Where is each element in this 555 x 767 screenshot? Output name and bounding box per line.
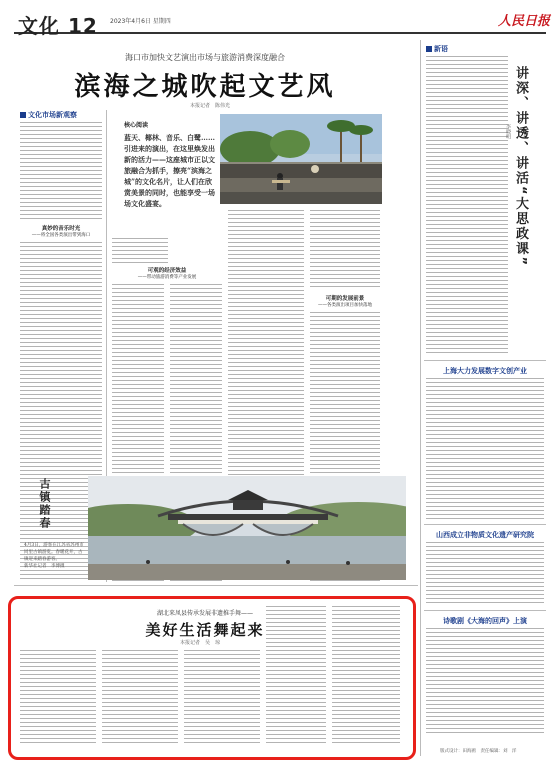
photo-feature-title: 古镇踏春 xyxy=(38,478,51,530)
subheading-2: 可观的经济效益 xyxy=(147,268,187,274)
column-tag-icon xyxy=(20,112,26,118)
quote-title: 核心阅读 xyxy=(124,122,149,129)
subheading-3: 可期的发展前景 xyxy=(325,296,365,302)
subheading-3-detail: ——各类演出项目加快落地 xyxy=(318,303,372,308)
bottom-text-col2 xyxy=(102,650,178,746)
bottom-headline: 美好生活舞起来 xyxy=(145,621,265,639)
bottom-text-col5 xyxy=(332,606,400,746)
performance-photo xyxy=(220,114,382,204)
xinyu-tag-label: 新语 xyxy=(434,45,448,53)
photo-caption xyxy=(24,542,84,570)
right-divider-2 xyxy=(424,524,546,525)
right-column-divider xyxy=(420,40,421,756)
brief2-title: 山西成立非物质文化遗产研究院 xyxy=(436,531,534,539)
main-kicker: 海口市加快文艺演出市场与旅游消费深度融合 xyxy=(125,53,285,62)
bottom-text-col4 xyxy=(266,606,326,746)
photo-caption-text: 4月3日，游客在江苏省苏州市同里古镇游览。春暖花开，古镇迎来踏春游客。 xyxy=(24,543,84,562)
column-tag-label: 文化市场新观察 xyxy=(28,111,77,119)
article-text-col1a xyxy=(20,122,102,220)
subheading-1: 真妙的音乐时光 xyxy=(41,226,81,232)
ancient-town-photo xyxy=(88,476,406,580)
page-credits: 版式设计：田海鸥 责任编辑：刘 洋 xyxy=(440,749,517,754)
subheading-2-detail: ——带动旅游消费等产业发展 xyxy=(137,275,197,280)
brief2-text xyxy=(426,542,544,606)
performance-photo-image xyxy=(220,114,382,204)
commentary-vertical-title: 讲深、讲透、讲活“大思政课” xyxy=(513,66,528,268)
article-text-col2a xyxy=(112,238,168,263)
subheading-1-detail: ——将全国各类演出带到海口 xyxy=(31,233,91,238)
bottom-byline: 本报记者 吴 琼 xyxy=(180,640,221,646)
right-divider-1 xyxy=(424,360,546,361)
issue-date: 2023年4月6日 星期四 xyxy=(110,18,171,25)
column-tag xyxy=(20,110,77,120)
bottom-kicker: 湖北来凤县传承发展非遗推手舞—— xyxy=(156,610,253,617)
commentary-text xyxy=(426,56,508,356)
page-number: 12 xyxy=(68,14,98,38)
main-byline: 本报记者 陈伟光 xyxy=(190,103,231,109)
photo-top-divider xyxy=(14,585,418,586)
section-name: 文化 xyxy=(18,14,60,38)
bottom-text-col1 xyxy=(20,650,96,746)
xinyu-tag xyxy=(426,44,448,54)
core-reading-quote: 蓝天、椰林、音乐、白鹭……引进来的演出，在这里焕发出新的活力——这座城市正以文旅融合为抓手，擦亮“滨海之城”的文化名片，让人们在欣赏美景的同时，也能享受一场场文化盛宴。 xyxy=(124,133,215,208)
main-headline: 滨海之城吹起文艺风 xyxy=(74,72,336,102)
brief3-title: 诗歌剧《大海的回声》上演 xyxy=(443,617,527,625)
xinyu-tag-icon xyxy=(426,46,432,52)
commentary-author: 李晓明 xyxy=(505,124,511,139)
article-text-col5a xyxy=(310,210,380,288)
photo-credit: 新华社记者 李博摄 xyxy=(24,564,65,569)
ancient-town-photo-image xyxy=(88,476,406,580)
bottom-text-col3 xyxy=(184,650,260,746)
brief1-text xyxy=(426,378,544,520)
newspaper-logo: 人民日报 xyxy=(498,14,551,29)
brief1-title: 上海大力发展数字文创产业 xyxy=(443,367,527,375)
brief3-text xyxy=(426,628,544,736)
section-label xyxy=(18,10,98,39)
right-divider-3 xyxy=(424,610,546,611)
